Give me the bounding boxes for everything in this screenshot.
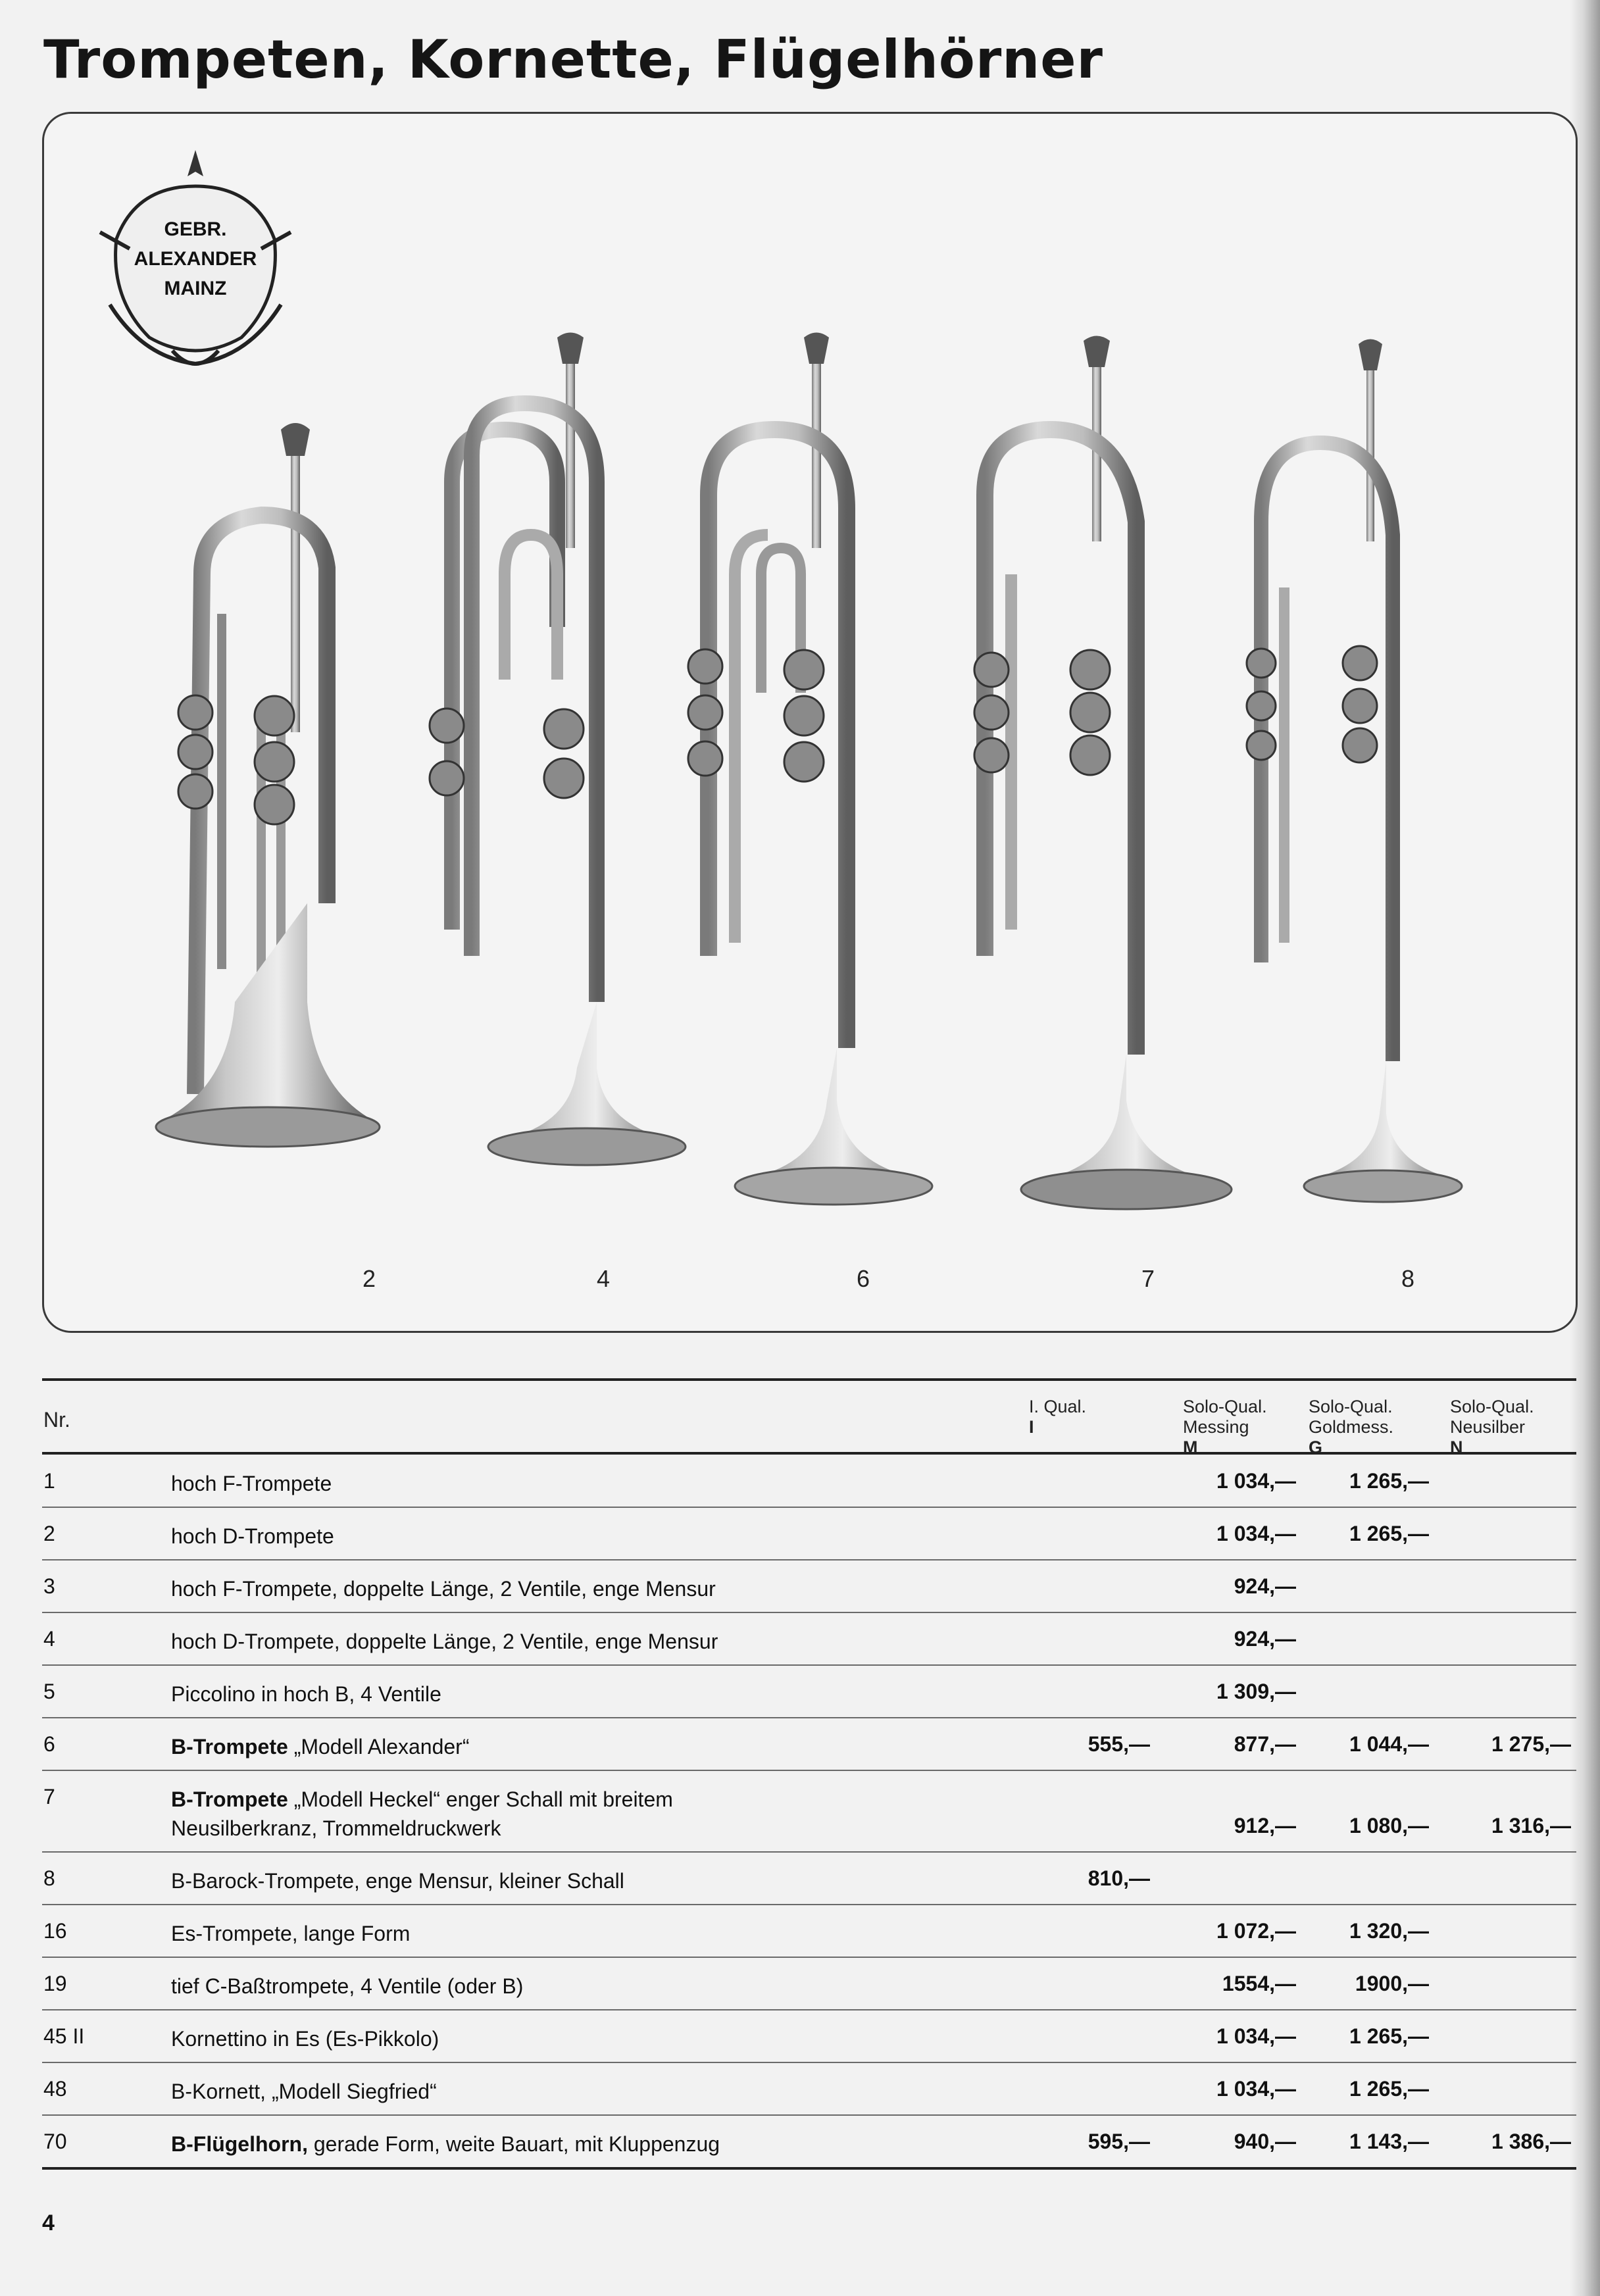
header-nr: Nr. — [43, 1408, 70, 1432]
price-messing: 1 034,— — [1216, 2024, 1296, 2048]
price-goldmess: 1 265,— — [1349, 1522, 1429, 1545]
price-goldmess: 1 080,— — [1349, 1814, 1429, 1837]
row-nr: 3 — [43, 1574, 55, 1598]
table-row — [42, 1718, 1576, 1771]
price-messing: 877,— — [1234, 1732, 1296, 1756]
row-nr: 48 — [43, 2077, 67, 2101]
price-messing: 1 309,— — [1216, 1680, 1296, 1703]
price-messing: 1554,— — [1222, 1972, 1296, 1995]
price-neusilber: 1 386,— — [1491, 2130, 1571, 2153]
emblem-line-3: MAINZ — [164, 278, 227, 299]
table-row — [42, 1957, 1576, 2010]
table-header — [42, 1387, 1576, 1457]
row-nr: 7 — [43, 1785, 55, 1809]
price-goldmess: 1 265,— — [1349, 1469, 1429, 1493]
row-description: hoch F-Trompete, doppelte Länge, 2 Ventile, enge Mensur — [171, 1577, 716, 1601]
row-description: Piccolino in hoch B, 4 Ventile — [171, 1682, 441, 1706]
figure-label-8: 8 — [1401, 1265, 1415, 1292]
trumpet-7-illustration — [974, 336, 1232, 1210]
page-title: Trompeten, Kornette, Flügelhörner — [43, 29, 1103, 90]
table-row — [42, 1560, 1576, 1613]
row-nr: 16 — [43, 1919, 67, 1943]
trumpet-4-illustration — [430, 333, 686, 1166]
figure-label-7: 7 — [1141, 1265, 1155, 1292]
price-messing: 912,— — [1234, 1814, 1296, 1837]
price-messing: 1 034,— — [1216, 1469, 1296, 1493]
table-row — [42, 2010, 1576, 2063]
table-row — [42, 1852, 1576, 1905]
row-description: hoch F-Trompete — [171, 1472, 332, 1495]
table-top-rule — [42, 1378, 1576, 1381]
header-col-n: Solo-Qual. Neusilber N — [1450, 1397, 1534, 1457]
table-row — [42, 1612, 1576, 1666]
gebr-alexander-emblem — [100, 150, 291, 364]
price-i-qual: 810,— — [1088, 1866, 1150, 1890]
price-messing: 940,— — [1234, 2130, 1296, 2153]
row-description: B-Trompete „Modell Alexander“ — [171, 1735, 470, 1759]
trumpet-6-illustration — [688, 333, 932, 1205]
price-messing: 924,— — [1234, 1574, 1296, 1598]
price-goldmess: 1900,— — [1355, 1972, 1429, 1995]
row-description: tief C-Baßtrompete, 4 Ventile (oder B) — [171, 1974, 524, 1998]
emblem-line-1: GEBR. — [164, 218, 227, 240]
trumpet-8-illustration — [1247, 339, 1462, 1203]
trumpet-2-illustration — [156, 423, 380, 1147]
price-neusilber: 1 275,— — [1491, 1732, 1571, 1756]
price-goldmess: 1 143,— — [1349, 2130, 1429, 2153]
price-messing: 1 072,— — [1216, 1919, 1296, 1943]
header-col-i: I. Qual. I — [1029, 1397, 1087, 1437]
price-messing: 924,— — [1234, 1627, 1296, 1651]
row-description: Es-Trompete, lange Form — [171, 1922, 411, 1945]
row-nr: 19 — [43, 1972, 67, 1995]
price-goldmess: 1 044,— — [1349, 1732, 1429, 1756]
row-description: hoch D-Trompete, doppelte Länge, 2 Ventile, enge Mensur — [171, 1630, 718, 1653]
table-row — [42, 2062, 1576, 2116]
emblem-line-2: ALEXANDER — [134, 248, 257, 270]
header-col-m: Solo-Qual. Messing M — [1183, 1397, 1267, 1457]
row-nr: 45 II — [43, 2024, 85, 2048]
figure-label-4: 4 — [596, 1265, 611, 1292]
instrument-photo-panel — [42, 112, 1578, 1333]
price-i-qual: 555,— — [1088, 1732, 1150, 1756]
price-i-qual: 595,— — [1088, 2130, 1150, 2153]
header-col-g: Solo-Qual. Goldmess. G — [1309, 1397, 1394, 1457]
row-description: B-Barock-Trompete, enge Mensur, kleiner Schall — [171, 1869, 624, 1893]
row-nr: 6 — [43, 1732, 55, 1756]
table-row — [42, 1455, 1576, 1508]
row-nr: 8 — [43, 1866, 55, 1890]
row-nr: 1 — [43, 1469, 55, 1493]
table-row — [42, 2115, 1576, 2170]
table-row — [42, 1665, 1576, 1718]
price-goldmess: 1 265,— — [1349, 2077, 1429, 2101]
price-messing: 1 034,— — [1216, 2077, 1296, 2101]
instrument-illustration — [44, 114, 1576, 1331]
figure-label-2: 2 — [362, 1265, 376, 1292]
row-description: hoch D-Trompete — [171, 1524, 334, 1548]
row-description: Kornettino in Es (Es-Pikkolo) — [171, 2027, 439, 2051]
row-nr: 4 — [43, 1627, 55, 1651]
row-nr: 2 — [43, 1522, 55, 1545]
row-nr: 70 — [43, 2130, 67, 2153]
price-goldmess: 1 265,— — [1349, 2024, 1429, 2048]
page-number: 4 — [42, 2210, 55, 2235]
price-neusilber: 1 316,— — [1491, 1814, 1571, 1837]
row-description: B-Flügelhorn, gerade Form, weite Bauart, mit Kluppenzug — [171, 2132, 720, 2156]
table-row — [42, 1770, 1576, 1853]
row-description: B-Kornett, „Modell Siegfried“ — [171, 2080, 437, 2103]
row-nr: 5 — [43, 1680, 55, 1703]
price-messing: 1 034,— — [1216, 1522, 1296, 1545]
table-row — [42, 1507, 1576, 1560]
price-goldmess: 1 320,— — [1349, 1919, 1429, 1943]
figure-label-6: 6 — [856, 1265, 870, 1292]
row-description: B-Trompete „Modell Heckel“ enger Schall mit breitem Neusilberkranz, Trommeldruckwerk — [171, 1787, 673, 1840]
table-row — [42, 1905, 1576, 1958]
